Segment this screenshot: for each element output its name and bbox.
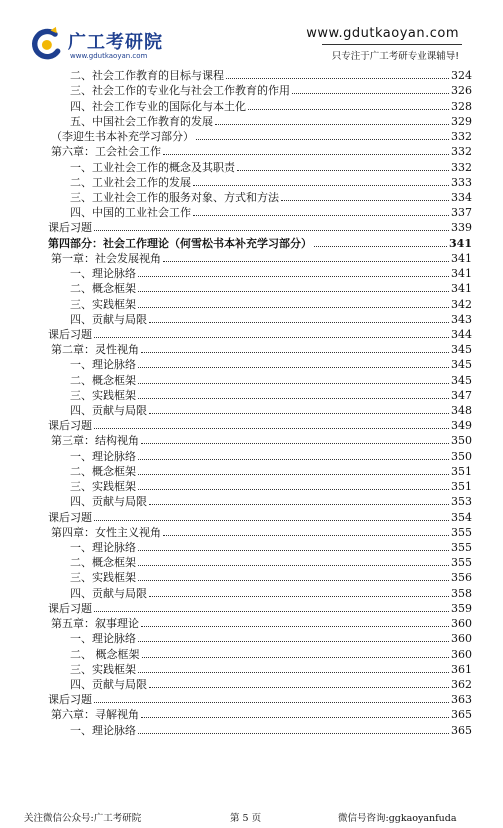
toc-dot-leader — [138, 733, 449, 734]
toc-entry-title: 第二章：灵性视角 — [51, 343, 139, 357]
toc-entry-page: 353 — [451, 495, 472, 509]
toc-entry-page: 349 — [451, 419, 472, 433]
toc-dot-leader — [94, 611, 449, 612]
toc-entry[interactable] — [48, 677, 472, 692]
toc-entry-title: 二、工业社会工作的发展 — [70, 175, 191, 189]
toc-dot-leader — [193, 185, 449, 186]
toc-entry[interactable] — [48, 129, 472, 144]
toc-entry-page: 355 — [451, 541, 472, 554]
toc-entry-page: 351 — [451, 480, 472, 494]
toc-entry-title: 第四章：女性主义视角 — [51, 525, 161, 539]
toc-entry-title: 四、社会工作专业的国际化与本土化 — [70, 99, 246, 113]
toc-entry-page: 360 — [451, 647, 472, 661]
toc-entry-title: 三、实践框架 — [70, 571, 136, 585]
toc-entry-page: 332 — [451, 130, 472, 144]
toc-dot-leader — [138, 580, 449, 581]
toc-dot-leader — [149, 413, 449, 414]
toc-entry[interactable] — [48, 403, 472, 418]
toc-entry-title: 课后习题 — [48, 510, 92, 524]
toc-entry-title: 一、理论脉络 — [70, 723, 136, 737]
toc-entry-title: 五、中国社会工作教育的发展 — [70, 114, 213, 128]
toc-dot-leader — [94, 520, 449, 521]
toc-entry-title: 三、工业社会工作的服务对象、方式和方法 — [70, 190, 279, 204]
toc-entry-title: 三、实践框架 — [70, 662, 136, 676]
toc-entry-title: 三、实践框架 — [70, 297, 136, 311]
toc-entry[interactable] — [48, 388, 472, 403]
toc-entry-title: 四、中国的工业社会工作 — [70, 206, 191, 220]
toc-entry-page: 329 — [451, 114, 472, 128]
toc-entry[interactable] — [48, 662, 472, 677]
toc-dot-leader — [163, 154, 449, 155]
page-footer — [0, 808, 503, 828]
toc-entry-page: 347 — [451, 388, 472, 402]
toc-dot-leader — [138, 383, 449, 384]
toc-entry-page: 345 — [451, 358, 472, 372]
toc-dot-leader — [149, 504, 449, 505]
toc-entry-page: 328 — [451, 99, 472, 113]
site-url[interactable]: www.gdutkaoyan.com — [306, 26, 459, 41]
toc-entry-page: 341 — [449, 236, 472, 250]
toc-entry-page: 361 — [451, 662, 472, 676]
toc-entry-title: 四、贡献与局限 — [70, 312, 147, 326]
toc-entry-page: 332 — [451, 145, 472, 159]
toc-entry[interactable] — [48, 372, 472, 387]
toc-entry[interactable] — [48, 220, 472, 235]
toc-entry-page: 337 — [451, 206, 472, 220]
toc-entry-title: 课后习题 — [48, 601, 92, 615]
toc-entry[interactable] — [48, 175, 472, 190]
slogan: 只专注于广工考研专业课辅导! — [331, 51, 459, 62]
toc-entry-title: 二、社会工作教育的目标与课程 — [70, 69, 224, 83]
toc-entry-page: 348 — [451, 404, 472, 418]
toc-dot-leader — [196, 139, 449, 140]
toc-entry[interactable] — [48, 570, 472, 585]
footer-page-number: 第 5 页 — [230, 813, 262, 824]
toc-entry[interactable] — [48, 631, 472, 646]
toc-entry[interactable] — [48, 357, 472, 372]
toc-entry[interactable] — [48, 540, 472, 555]
toc-dot-leader — [138, 672, 449, 673]
toc-dot-leader — [314, 246, 447, 247]
footer-wechat-contact: 微信号咨询:ggkaoyanfuda — [338, 813, 457, 824]
toc-dot-leader — [138, 276, 449, 277]
toc-entry-title: 课后习题 — [48, 419, 92, 433]
page-header — [0, 0, 503, 62]
toc-entry-page: 351 — [451, 464, 472, 478]
toc-entry-page: 341 — [451, 267, 472, 281]
toc-entry[interactable] — [48, 83, 472, 98]
toc-entry-title: （李迎生书本补充学习部分） — [51, 130, 194, 144]
toc-entry-page: 345 — [451, 373, 472, 387]
toc-entry[interactable] — [48, 585, 472, 600]
toc-dot-leader — [141, 352, 449, 353]
toc-entry[interactable] — [48, 464, 472, 479]
toc-entry[interactable] — [48, 98, 472, 113]
toc-dot-leader — [138, 291, 449, 292]
toc-entry-title: 一、理论脉络 — [70, 267, 136, 281]
toc-entry[interactable] — [48, 494, 472, 509]
toc-dot-leader — [138, 398, 449, 399]
toc-entry-title: 四、贡献与局限 — [70, 586, 147, 600]
toc-entry-page: 332 — [451, 160, 472, 174]
toc-entry-title: 第五章：叙事理论 — [51, 617, 139, 631]
toc-entry-page: 344 — [451, 327, 472, 341]
toc-entry-title: 二、概念框架 — [70, 464, 136, 478]
toc-entry-page: 342 — [451, 297, 472, 311]
toc-entry-title: 课后习题 — [48, 221, 92, 235]
toc-entry-title: 二、概念框架 — [70, 373, 136, 387]
toc-entry[interactable] — [48, 555, 472, 570]
toc-entry[interactable] — [48, 251, 472, 266]
toc-dot-leader — [141, 717, 449, 718]
table-of-contents — [48, 68, 472, 738]
toc-entry-page: 354 — [451, 510, 472, 524]
toc-entry-title: 二、概念框架 — [70, 282, 136, 296]
toc-entry[interactable] — [48, 205, 472, 220]
toc-dot-leader — [163, 261, 449, 262]
toc-entry[interactable] — [48, 68, 472, 83]
toc-entry-page: 324 — [451, 69, 472, 83]
toc-entry-title: 一、理论脉络 — [70, 358, 136, 372]
toc-dot-leader — [226, 78, 449, 79]
toc-entry[interactable] — [48, 159, 472, 174]
toc-dot-leader — [141, 626, 449, 627]
toc-entry[interactable] — [48, 448, 472, 463]
toc-dot-leader — [149, 322, 449, 323]
toc-entry[interactable] — [48, 144, 472, 159]
toc-entry[interactable] — [48, 266, 472, 281]
toc-entry-page: 362 — [451, 677, 472, 691]
toc-entry-title: 第六章：寻解视角 — [51, 708, 139, 722]
brand-url: www.gdutkaoyan.com — [70, 52, 148, 60]
toc-entry[interactable] — [48, 707, 472, 722]
toc-entry-title: 课后习题 — [48, 693, 92, 707]
toc-entry[interactable] — [48, 312, 472, 327]
toc-entry-title: 一、理论脉络 — [70, 632, 136, 646]
toc-dot-leader — [163, 535, 449, 536]
toc-entry-page: 339 — [451, 221, 472, 235]
toc-entry-page: 355 — [451, 556, 472, 570]
toc-entry-title: 三、实践框架 — [70, 480, 136, 494]
toc-entry-page: 358 — [451, 586, 472, 600]
toc-dot-leader — [94, 702, 449, 703]
toc-entry[interactable] — [48, 342, 472, 357]
toc-dot-leader — [141, 443, 449, 444]
toc-dot-leader — [149, 596, 449, 597]
toc-dot-leader — [248, 109, 449, 110]
toc-entry-title: 课后习题 — [48, 327, 92, 341]
toc-entry-title: 三、实践框架 — [70, 388, 136, 402]
toc-entry-title: 三、社会工作的专业化与社会工作教育的作用 — [70, 84, 290, 98]
toc-entry[interactable] — [48, 190, 472, 205]
toc-entry-page: 343 — [451, 312, 472, 326]
toc-entry-page: 334 — [451, 190, 472, 204]
toc-dot-leader — [138, 641, 449, 642]
toc-entry-title: 四、贡献与局限 — [70, 495, 147, 509]
footer-wechat-account: 关注微信公众号:广工考研院 — [24, 813, 142, 824]
toc-entry-title: 一、理论脉络 — [70, 541, 136, 554]
toc-dot-leader — [138, 307, 449, 308]
toc-dot-leader — [138, 459, 449, 460]
toc-entry-title: 第四部分：社会工作理论（何雪松书本补充学习部分） — [48, 236, 312, 250]
toc-entry-title: 第一章：社会发展视角 — [51, 251, 161, 265]
brand-name: 广工考研院 — [68, 32, 163, 53]
toc-entry-page: 365 — [451, 723, 472, 737]
toc-entry-page: 326 — [451, 84, 472, 98]
toc-dot-leader — [149, 687, 449, 688]
toc-entry[interactable] — [48, 692, 472, 707]
toc-dot-leader — [292, 93, 449, 94]
toc-entry-title: 一、工业社会工作的概念及其职责 — [70, 160, 235, 174]
toc-entry[interactable] — [48, 296, 472, 311]
toc-dot-leader — [237, 170, 449, 171]
toc-entry-page: 360 — [451, 617, 472, 631]
toc-entry-page: 363 — [451, 693, 472, 707]
toc-entry[interactable] — [48, 616, 472, 631]
toc-entry-page: 341 — [451, 282, 472, 296]
toc-entry[interactable] — [48, 114, 472, 129]
toc-dot-leader — [281, 200, 449, 201]
toc-dot-leader — [94, 428, 449, 429]
toc-dot-leader — [138, 550, 449, 551]
toc-entry[interactable] — [48, 722, 472, 737]
header-divider — [322, 44, 462, 45]
toc-entry-page: 360 — [451, 632, 472, 646]
toc-entry[interactable] — [48, 418, 472, 433]
toc-entry[interactable] — [48, 509, 472, 524]
toc-dot-leader — [215, 124, 449, 125]
toc-entry-page: 365 — [451, 708, 472, 722]
toc-entry[interactable] — [48, 479, 472, 494]
toc-entry-title: 第六章：工会社会工作 — [51, 145, 161, 159]
toc-dot-leader — [94, 230, 449, 231]
toc-entry[interactable] — [48, 281, 472, 296]
toc-entry-page: 350 — [451, 449, 472, 463]
toc-entry-page: 350 — [451, 434, 472, 448]
toc-entry-title: 一、理论脉络 — [70, 449, 136, 463]
toc-entry-title: 第三章：结构视角 — [51, 434, 139, 448]
toc-entry-title: 四、贡献与局限 — [70, 404, 147, 418]
toc-entry-page: 333 — [451, 175, 472, 189]
toc-entry[interactable] — [48, 525, 472, 540]
toc-entry[interactable] — [48, 327, 472, 342]
toc-entry[interactable] — [48, 433, 472, 448]
toc-dot-leader — [142, 657, 450, 658]
toc-dot-leader — [138, 474, 449, 475]
toc-entry-page: 355 — [451, 525, 472, 539]
toc-dot-leader — [193, 215, 449, 216]
toc-dot-leader — [94, 337, 449, 338]
toc-entry-page: 356 — [451, 571, 472, 585]
toc-entry-page: 359 — [451, 601, 472, 615]
toc-entry-title: 四、贡献与局限 — [70, 677, 147, 691]
toc-entry-title: 二、 概念框架 — [70, 647, 140, 661]
gdut-logo-icon — [28, 26, 64, 62]
toc-entry-page: 345 — [451, 343, 472, 357]
toc-entry[interactable] — [48, 235, 472, 250]
toc-dot-leader — [138, 367, 449, 368]
toc-entry[interactable] — [48, 646, 472, 661]
toc-entry-title: 二、概念框架 — [70, 556, 136, 570]
toc-dot-leader — [138, 565, 449, 566]
toc-entry[interactable] — [48, 601, 472, 616]
toc-entry-page: 341 — [451, 251, 472, 265]
toc-dot-leader — [138, 489, 449, 490]
